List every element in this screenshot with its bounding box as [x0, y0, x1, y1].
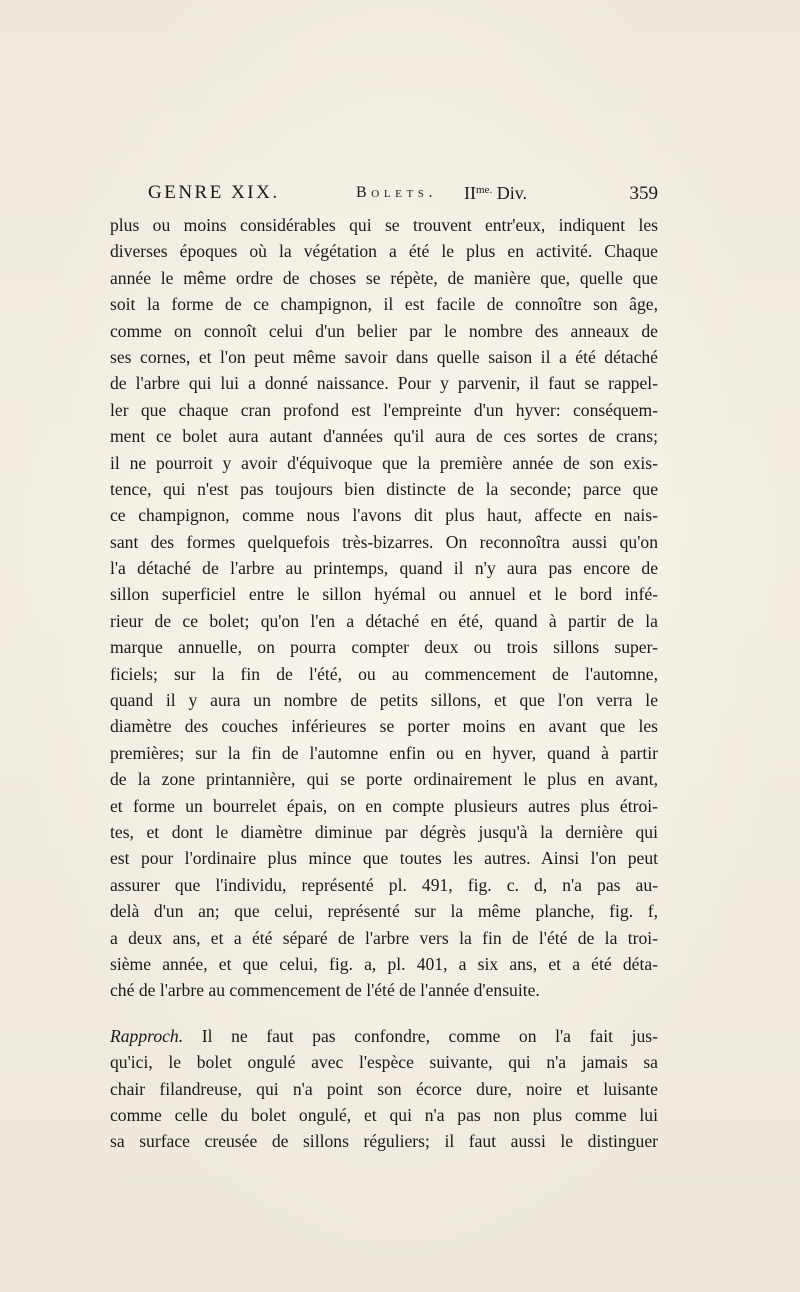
- header-genus: Bolets.: [356, 184, 438, 201]
- text-line: tence, qui n'est pas toujours bien distincte de la seconde; parce que: [110, 478, 658, 499]
- text-line: premières; sur la fin de l'automne enfin ou en hyver, quand à partir: [110, 742, 658, 763]
- text-line: de l'arbre qui lui a donné naissance. Pour y parvenir, il faut se rappel-: [110, 373, 658, 394]
- text-line: sième année, et que celui, fig. a, pl. 401, a six ans, et a été déta-: [110, 953, 658, 974]
- rapproch-label: Rapproch.: [110, 1025, 184, 1046]
- text-line: plus ou moins considérables qui se trouvent entr'eux, indiquent les: [110, 215, 658, 235]
- text-line: ce champignon, comme nous l'avons dit plus haut, affecte en nais-: [110, 505, 658, 526]
- text-line: qu'ici, le bolet ongulé avec l'espèce suivante, qui n'a jamais sa: [110, 1052, 658, 1073]
- text-line: sant des formes quelquefois très-bizarres. On reconnoîtra aussi qu'on: [110, 531, 658, 552]
- text-line: ses cornes, et l'on peut même savoir dans quelle saison il a été détaché: [110, 346, 658, 367]
- text-line: année le même ordre de choses se répète, de manière que, quelle que: [110, 267, 658, 288]
- text-line: a deux ans, et a été séparé de l'arbre vers la fin de l'été de la troi-: [110, 927, 658, 948]
- text-line: ler que chaque cran profond est l'empreinte d'un hyver: conséquem-: [110, 399, 658, 420]
- text-line: diamètre des couches inférieures se porter moins en avant que les: [110, 716, 658, 737]
- header-division: [464, 183, 527, 204]
- paragraph-1: [110, 212, 658, 1004]
- text-line: sa surface creusée de sillons réguliers; il faut aussi le distinguer: [110, 1131, 658, 1152]
- text-run: Il ne faut pas confondre, comme on l'a fait jus-: [183, 1025, 658, 1046]
- text-line: ficiels; sur la fin de l'été, ou au commencement de l'automne,: [110, 663, 658, 684]
- text-line: comme on connoît celui d'un belier par le nombre des anneaux de: [110, 320, 658, 341]
- header-division-base: II: [464, 183, 476, 203]
- text-line: sillon superficiel entre le sillon hyémal ou annuel et le bord infé-: [110, 584, 658, 605]
- text-line: est pour l'ordinaire plus mince que toutes les autres. Ainsi l'on peut: [110, 848, 658, 869]
- paragraph-gap: [110, 1004, 658, 1023]
- text-line: marque annuelle, on pourra compter deux ou trois sillons super-: [110, 637, 658, 658]
- text-line: diverses époques où la végétation a été le plus en activité. Chaque: [110, 241, 658, 262]
- text-line: ment ce bolet aura autant d'années qu'il aura de ces sortes de crans;: [110, 426, 658, 447]
- running-header: [148, 182, 658, 210]
- body-text: [110, 212, 658, 1155]
- paragraph-2: [110, 1023, 658, 1155]
- text-line: delà d'un an; que celui, représenté sur la même planche, fig. f,: [110, 901, 658, 922]
- text-line: tes, et dont le diamètre diminue par dégrès jusqu'à la dernière qui: [110, 821, 658, 842]
- text-line: et forme un bourrelet épais, on en compte plusieurs autres plus étroi-: [110, 795, 658, 816]
- text-line: soit la forme de ce champignon, il est facile de connoître son âge,: [110, 294, 658, 315]
- text-line: rieur de ce bolet; qu'on l'en a détaché en été, quand à partir de la: [110, 610, 658, 631]
- text-line: assurer que l'individu, représenté pl. 491, fig. c. d, n'a pas au-: [110, 874, 658, 895]
- header-division-sup: me.: [476, 184, 493, 196]
- text-line: de la zone printannière, qui se porte ordinairement le plus en avant,: [110, 769, 658, 790]
- header-genre: GENRE XIX.: [148, 182, 280, 203]
- text-line-first: [110, 1023, 658, 1049]
- header-division-end: Div.: [492, 183, 528, 203]
- page-number: 359: [629, 183, 658, 204]
- text-line: quand il y aura un nombre de petits sillons, et que l'on verra le: [110, 690, 658, 711]
- text-line: chair filandreuse, qui n'a point son écorce dure, noire et luisante: [110, 1078, 658, 1099]
- text-line: l'a détaché de l'arbre au printemps, quand il n'y aura pas encore de: [110, 558, 658, 579]
- text-line: il ne pourroit y avoir d'équivoque que la première année de son exis-: [110, 452, 658, 473]
- text-line: ché de l'arbre au commencement de l'été de l'année d'ensuite.: [110, 980, 540, 1001]
- text-line: comme celle du bolet ongulé, et qui n'a pas non plus comme lui: [110, 1104, 658, 1125]
